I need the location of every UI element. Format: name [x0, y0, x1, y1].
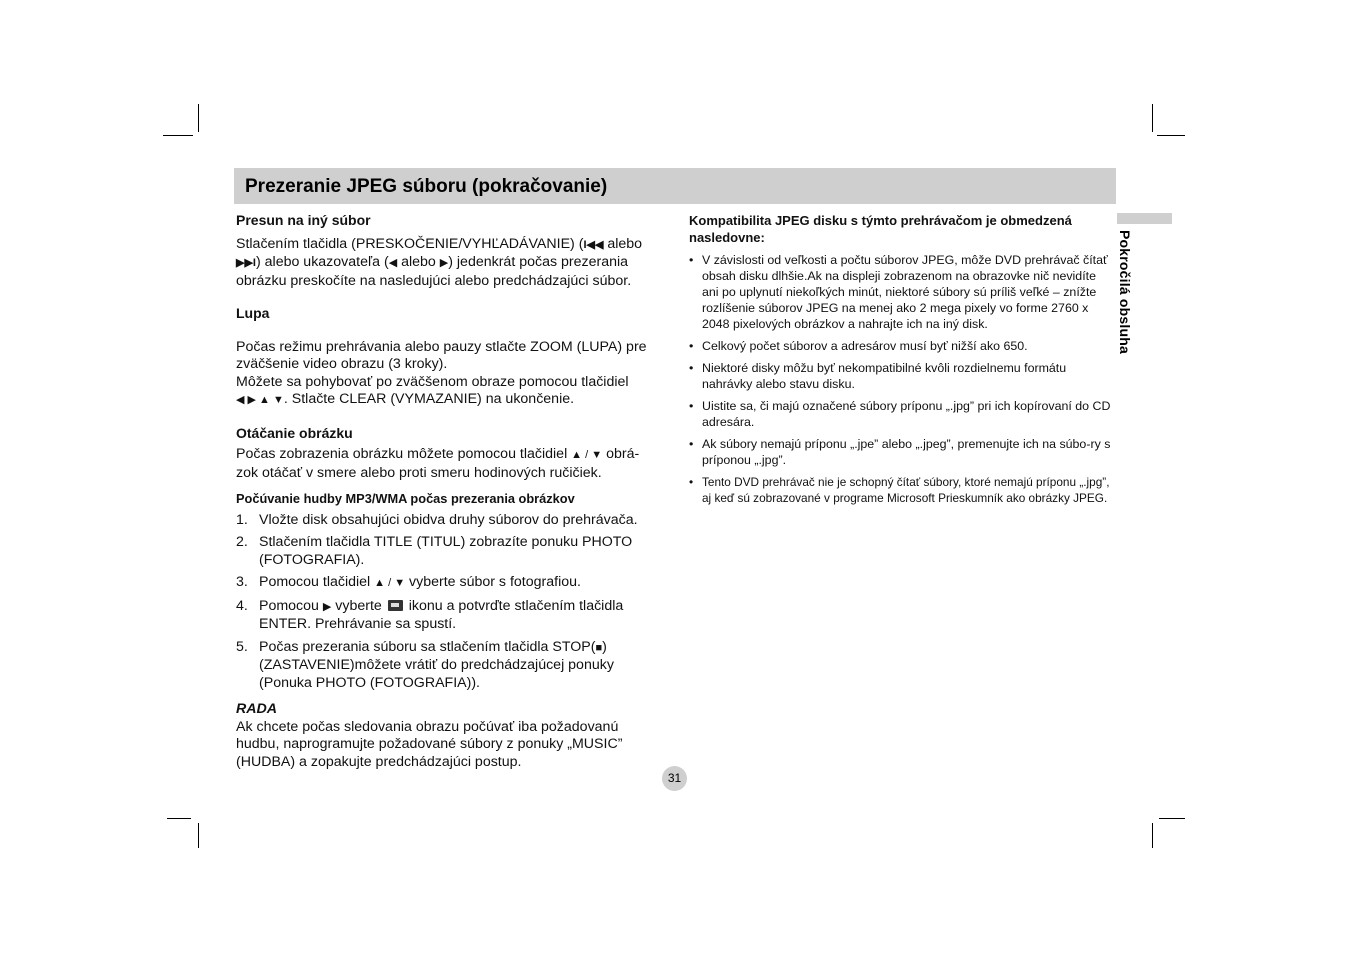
arrow-keys-icon: ◀ ▶ ▲ ▼	[236, 394, 284, 406]
section-heading: Otáčanie obrázku	[236, 424, 353, 441]
up-down-icon: ▲ / ▼	[374, 577, 406, 589]
up-down-icon: ▲ / ▼	[571, 449, 603, 461]
list-item: 1. Vložte disk obsahujúci obidva druhy súborov do prehrávača.	[236, 511, 638, 528]
arrow-left-icon: ◀	[388, 257, 398, 269]
crop-mark	[1152, 104, 1153, 132]
section-text: Počas režimu prehrávania alebo pauzy stlačte ZOOM (LUPA) pre zväčšenie video obrazu (3 kroky).	[236, 338, 647, 372]
section-skip	[236, 212, 660, 290]
section-heading: Kompatibilita JPEG disku s týmto prehrávačom je obmedzená nasledovne:	[689, 213, 1072, 245]
list-item: • Ak súbory nemajú príponu „.jpe” alebo „.jpeg”, premenujte ich na súbo-ry s príponou „.jpg”.	[689, 437, 1111, 467]
side-tab-label: Pokročilá obsluha	[1117, 230, 1133, 354]
tip-text: Ak chcete počas sledovania obrazu počúvať iba požadovanú hudbu, naprogramujte požadované súbory z ponuky „MUSIC” (HUDBA) a zopakujte predchádzajúci postup.	[236, 718, 623, 770]
crop-mark	[1159, 818, 1185, 819]
list-item: • V závislosti od veľkosti a počtu súborov JPEG, môže DVD prehrávač čítať obsah disku dlhšie.Ak na displeji zobrazenom na obrazovke nič nevidíte ani po uplynutí niekoľkých minút, niektoré súbory sú príliš veľké – znížte rozlíšenie súborov JPEG na menej ako 2 mega pixely vo forme 2760 x 2048 pixelových obrázkov a nahrajte ich na iný disk.	[689, 253, 1108, 331]
page-number: 31	[662, 766, 687, 791]
list-item: • Uistite sa, či majú označené súbory príponu „.jpg” pri ich kopírovaní do CD adresára.	[689, 399, 1111, 429]
section-text: Počas zobrazenia obrázku môžete pomocou tlačidiel ▲ / ▼ obrá-zok otáčať v smere alebo proti smeru hodinových ručičiek.	[236, 446, 640, 481]
arrow-right-icon: ▶	[439, 257, 449, 269]
list-item: 3. Pomocou tlačidiel ▲ / ▼ vyberte súbor s fotografiou.	[236, 574, 581, 590]
list-item: 5. Počas prezerania súboru sa stlačením tlačidla STOP(■) (ZASTAVENIE)môžete vrátiť do predchádzajúcej ponuky (Ponuka PHOTO (FOTOGRAFIA)).	[236, 638, 614, 691]
section-rotate	[236, 425, 660, 483]
side-tab-marker	[1117, 213, 1172, 224]
crop-mark	[163, 135, 193, 136]
page-title: Prezeranie JPEG súboru (pokračovanie)	[245, 176, 608, 197]
section-text: Stlačením tlačidla (PRESKOČENIE/VYHĽADÁVANIE) (I◀◀ alebo ▶▶I) alebo ukazovateľa (◀ alebo ▶) jedenkrát počas prezerania obrázku preskočíte na nasledujúci alebo predchádzajúci súbor.	[236, 235, 643, 289]
crop-mark	[167, 818, 191, 819]
list-item: 2. Stlačením tlačidla TITLE (TITUL) zobrazíte ponuku PHOTO (FOTOGRAFIA).	[236, 534, 633, 568]
section-text: ◀ ▶ ▲ ▼. Stlačte CLEAR (VYMAZANIE) na ukončenie.	[236, 391, 575, 407]
stop-icon: ■	[595, 641, 603, 654]
slideshow-music-icon	[388, 600, 403, 611]
section-music	[236, 490, 660, 771]
section-heading: Počúvanie hudby MP3/WMA počas prezerania obrázkov	[236, 491, 575, 506]
section-text: Môžete sa pohybovať po zväčšenom obraze pomocou tlačidiel	[236, 373, 629, 390]
skip-next-icon: ▶▶I	[236, 257, 256, 269]
crop-mark	[198, 104, 199, 132]
right-column	[689, 212, 1114, 512]
list-item: • Niektoré disky môžu byť nekompatibilné kvôli rozdielnemu formátu nahrávky alebo stavu disku.	[689, 361, 1067, 391]
section-heading: Lupa	[236, 305, 270, 321]
section-zoom	[236, 305, 660, 410]
list-item: • Celkový počet súborov a adresárov musí byť nižší ako 650.	[689, 339, 1028, 353]
arrow-right-icon: ▶	[322, 600, 332, 613]
crop-mark	[1157, 135, 1185, 136]
list-item: 4. Pomocou ▶ vyberte ikonu a potvrďte stlačením tlačidla ENTER. Prehrávanie sa spustí.	[236, 597, 624, 632]
title-bar	[234, 168, 1116, 204]
section-heading: Presun na iný súbor	[236, 212, 371, 228]
list-item: • Tento DVD prehrávač nie je schopný čítať súbory, ktoré nemajú príponu „.jpg”, aj keď sú zobrazované v programe Microsoft Prieskumník ako obrázky JPEG.	[689, 475, 1110, 505]
compatibility-list	[689, 252, 1114, 506]
crop-mark	[1152, 823, 1153, 848]
steps-list	[236, 512, 660, 693]
left-column	[236, 212, 660, 771]
skip-prev-icon: I◀◀	[583, 238, 604, 251]
crop-mark	[198, 823, 199, 848]
tip-title: RADA	[236, 701, 277, 717]
